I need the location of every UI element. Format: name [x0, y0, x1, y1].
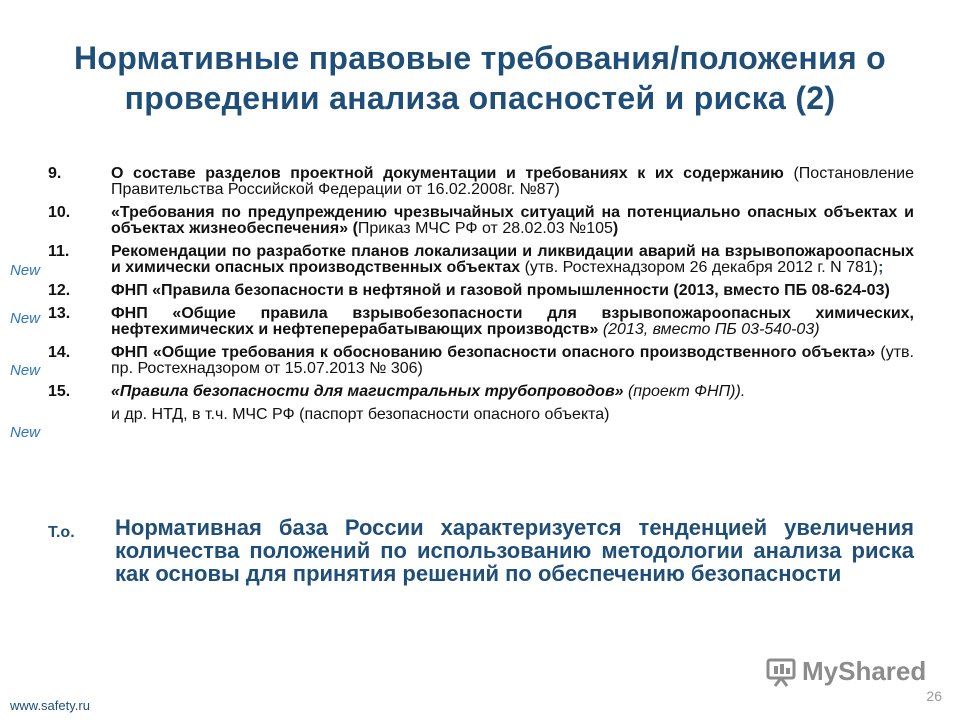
list-item — [48, 244, 914, 276]
new-label-2: New — [10, 310, 41, 327]
item-number: 9. — [48, 165, 62, 182]
item-title: «Требования по предупреждению чрезвычайных ситуаций на потенциально опасных объектах и объектах жизнеобеспечения» ( — [111, 204, 914, 237]
myshared-logo — [766, 656, 926, 687]
item-tail: ) — [612, 220, 619, 237]
item-title: ФНП «Общие правила взрывобезопасности для взрывопожароопасных химических, нефтехимических и нефтеперерабатывающих производств» — [111, 305, 914, 338]
item-title: ФНП «Общие требования к обоснованию безопасности опасного производственного объекта» — [111, 344, 876, 361]
new-label-1: New — [10, 262, 41, 279]
page-number: 26 — [926, 688, 942, 704]
item-source: (Постановление Правительства Российской Федерации от 16.02.2008г. №87) — [111, 165, 915, 198]
new-label-3: New — [10, 362, 41, 379]
item-number — [48, 407, 111, 423]
item-title: «Правила безопасности для магистральных трубопроводов» — [111, 383, 624, 400]
item-title: Рекомендации по разработке планов локализации и ликвидации аварий на взрывопожароопасных и химически опасных производственных объектах — [111, 243, 914, 276]
item-source: Приказ МЧС РФ от 28.02.03 №105 — [357, 220, 613, 237]
item-title: ФНП «Правила безопасности в нефтяной и газовой промышленности (2013, вместо ПБ 08-624-03) — [111, 282, 890, 299]
presentation-icon — [766, 657, 796, 687]
list-item — [48, 283, 914, 299]
conclusion-label: Т.о. — [48, 524, 75, 541]
item-tail: ; — [878, 259, 884, 276]
item-number: 15. — [48, 383, 71, 400]
list-item — [48, 407, 914, 423]
item-number: 13. — [48, 305, 71, 322]
item-text: и др. НТД, в т.ч. МЧС РФ (паспорт безопасности опасного объекта) — [111, 406, 610, 423]
list-item — [48, 345, 914, 377]
item-number: 12. — [48, 282, 71, 299]
list-item — [48, 306, 914, 338]
item-source: (проект ФНП)). — [627, 383, 746, 400]
list-item — [48, 166, 914, 198]
slide-title: Нормативные правовые требования/положения о проведении анализа опасностей и риска (2) — [73, 40, 887, 116]
list-item — [48, 384, 914, 400]
item-number: 14. — [48, 344, 71, 361]
list-item — [48, 205, 914, 237]
item-number: 10. — [48, 204, 71, 221]
conclusion-block — [48, 516, 914, 585]
item-source: (утв. пр. Ростехнадзором от 15.07.2013 № 306) — [111, 344, 914, 377]
item-source: (2013, вместо ПБ 03-540-03) — [602, 321, 820, 338]
item-title: О составе разделов проектной документации и требованиях к их содержанию — [111, 165, 784, 182]
new-label-4: New — [10, 424, 41, 441]
conclusion-text: Нормативная база России характеризуется тенденцией увеличения количества положений по использованию методологии анализа риска как основы для принятия решений по обеспечению безопасности — [115, 515, 914, 586]
item-source: (утв. Ростехнадзором 26 декабря 2012 г. N 781) — [524, 259, 879, 276]
footer-url[interactable]: www.safety.ru — [10, 698, 90, 713]
logo-text: MyShared — [802, 656, 927, 686]
regulation-list — [48, 166, 914, 430]
item-number: 11. — [48, 243, 70, 260]
